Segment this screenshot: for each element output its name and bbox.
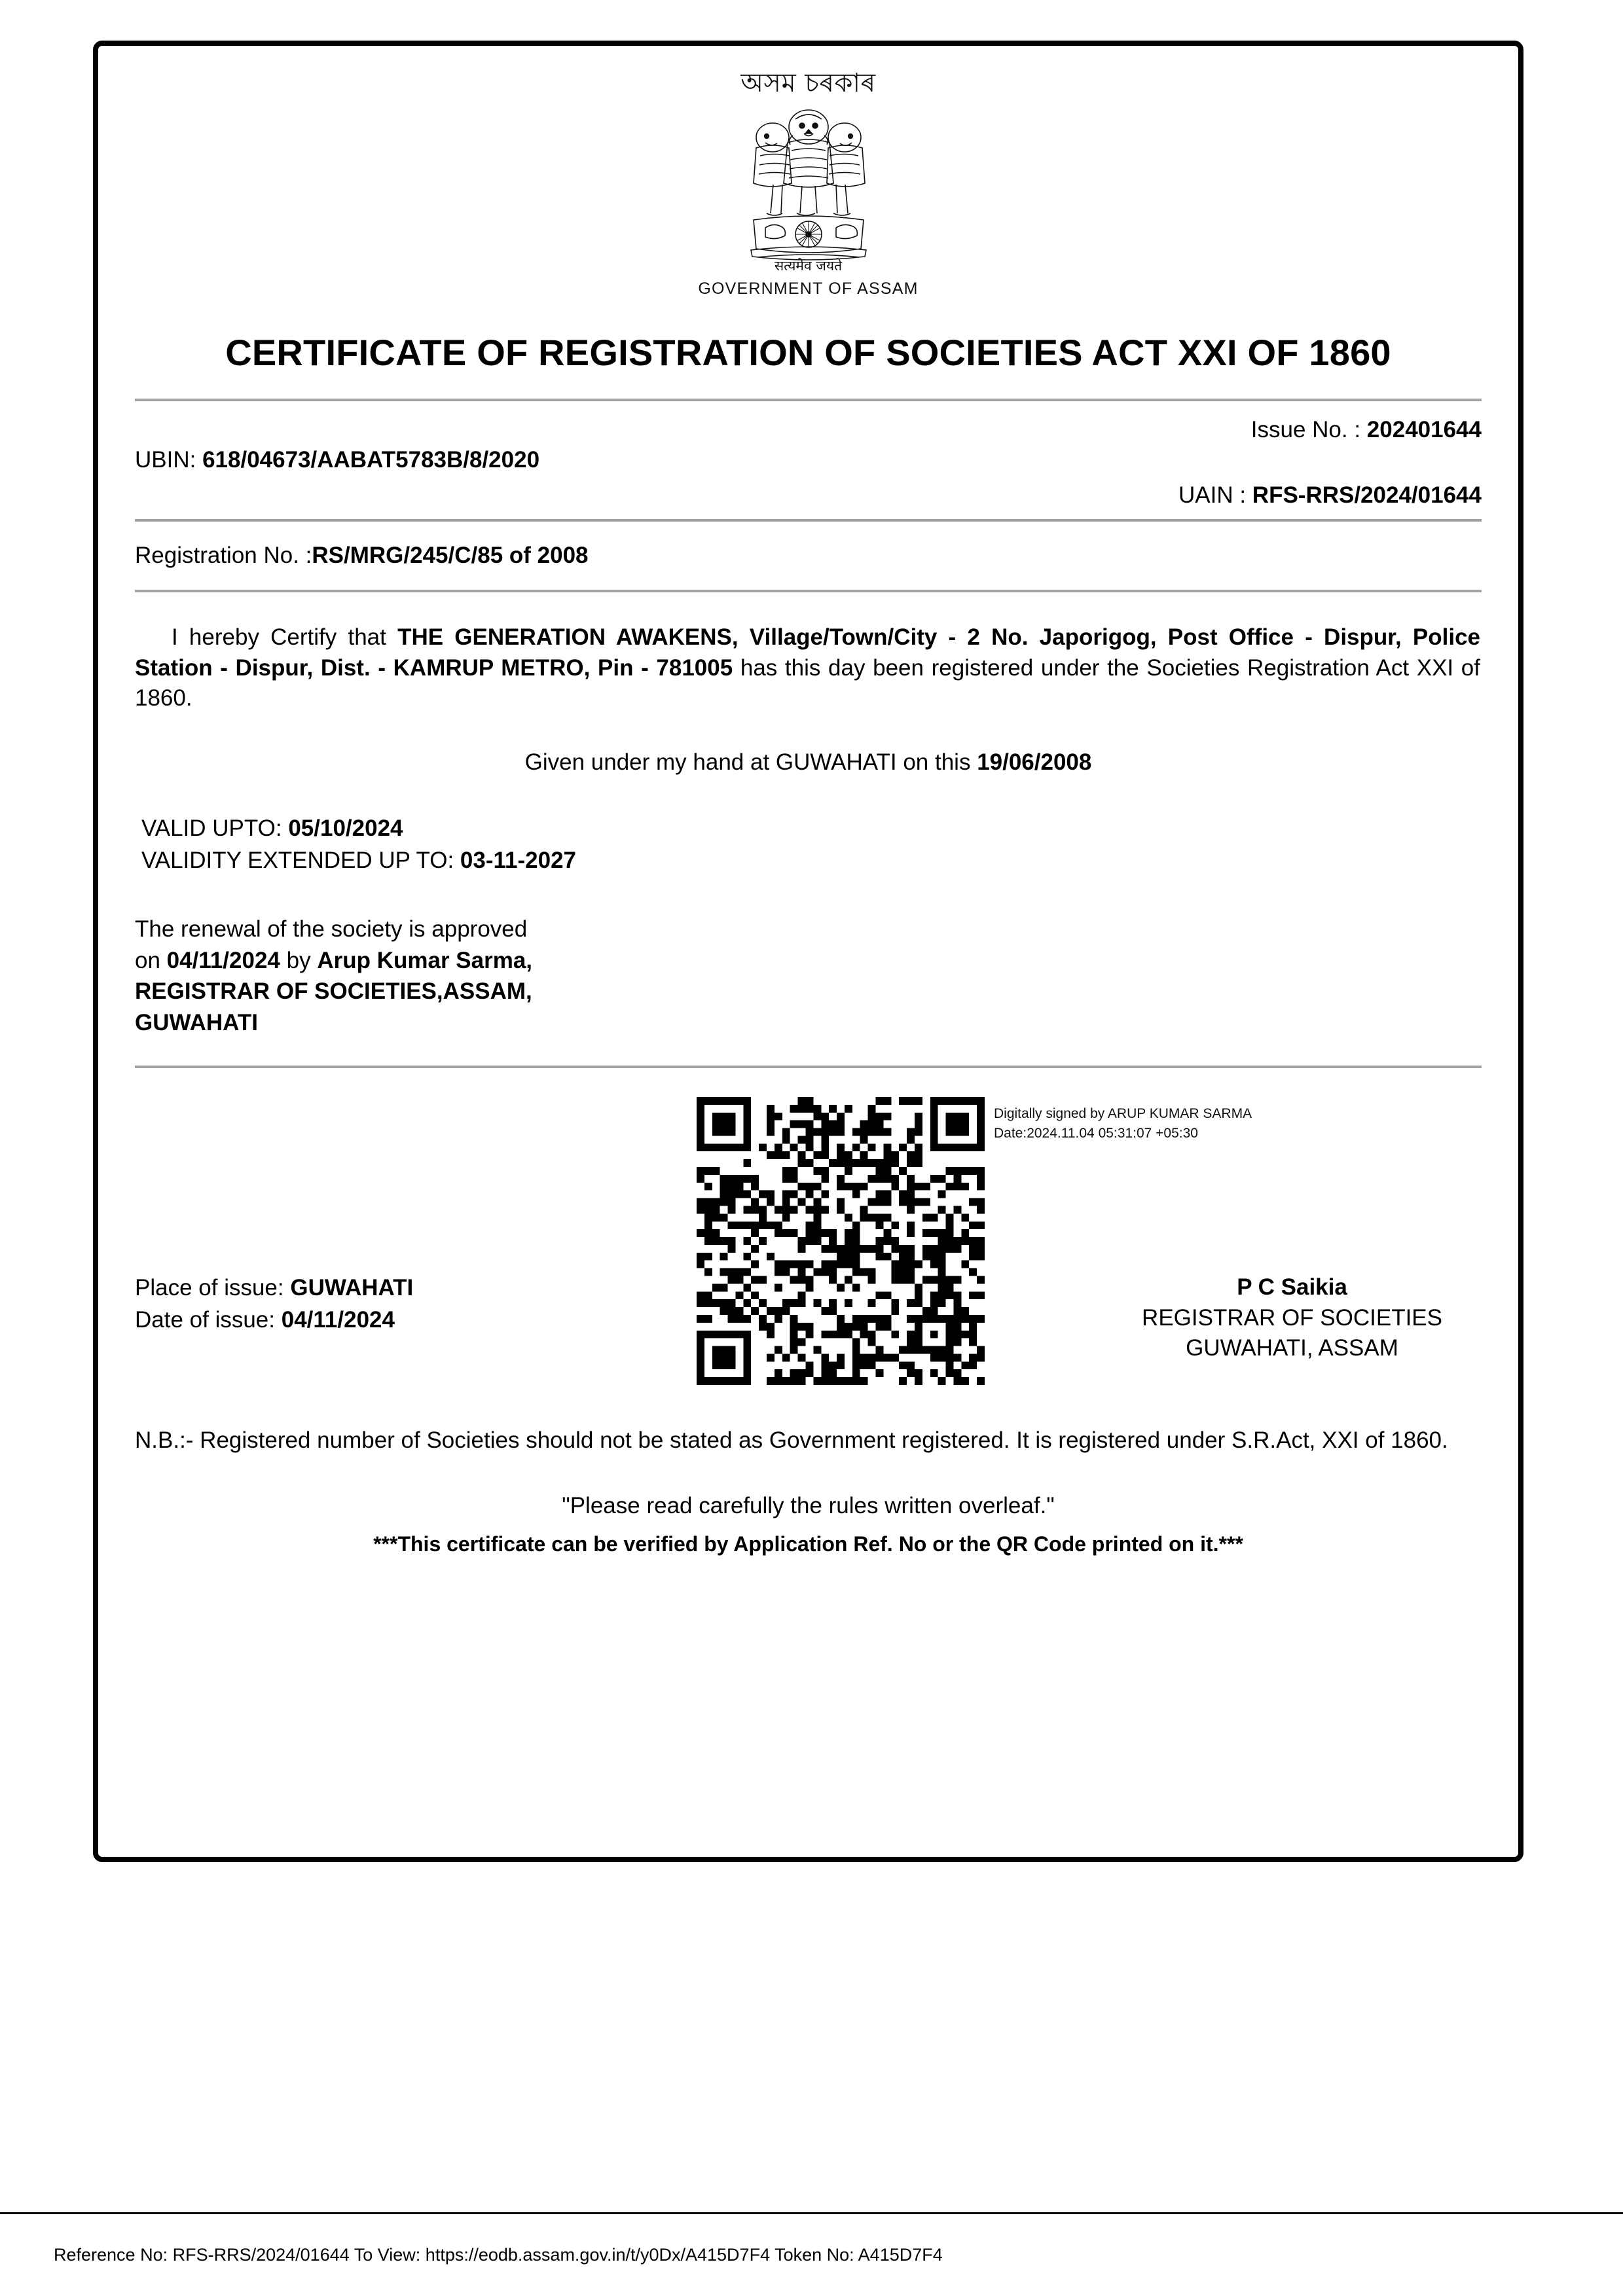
india-state-emblem-lion-capital-icon [710,99,907,263]
satyameva-jayate-motto: सत्यमेव जयते [774,258,843,274]
renewal-by-text: by [280,947,318,973]
certify-suffix: has this day been registered under the Societies Registration Act XXI of 1860. [135,655,1480,711]
valid-upto-line [141,812,1482,845]
place-of-issue-label: Place of issue: [135,1275,291,1301]
given-under-hand-line [135,749,1482,776]
uain-label: UAIN : [1178,482,1252,508]
place-of-issue-line [135,1272,413,1304]
issue-number-value: 202401644 [1366,417,1482,442]
signatory-name: P C Saikia [1237,1274,1347,1300]
issue-details [135,1272,413,1336]
uain-value: RFS-RRS/2024/01644 [1252,482,1482,508]
date-of-issue-line [135,1304,413,1336]
valid-upto-value: 05/10/2024 [288,815,403,841]
nb-note: N.B.:- Registered number of Societies should not be stated as Government registered. It is registered under S.R.Act, XXI of 1860. [135,1427,1448,1454]
qr-code[interactable] [697,1097,985,1385]
identifier-block [135,401,1482,519]
assamese-government-label: অসম চৰকাৰ [740,68,876,98]
registration-number-value: RS/MRG/245/C/85 of 2008 [312,543,589,568]
ubin-value: 618/04673/AABAT5783B/8/2020 [202,447,540,473]
ubin [135,447,539,473]
divider-above-registration [135,519,1482,522]
society-details: THE GENERATION AWAKENS, Village/Town/City - 2 No. Japorigog, Post Office - Dispur, Police Station - Dispur, Dist. - KAMRUP METRO, Pin - 781005 [135,624,1480,681]
signatory-title: REGISTRAR OF SOCIETIES [1142,1304,1442,1331]
validity-extended-value: 03-11-2027 [460,848,577,874]
validity-extended-line [141,844,1482,877]
certify-prefix: I hereby Certify that [172,624,398,650]
digital-signature-text [994,1104,1252,1143]
date-of-issue-label: Date of issue: [135,1306,282,1333]
renewal-on-prefix: on [135,947,167,973]
renewal-approval-block [135,914,1482,1038]
issue-number [1251,417,1482,443]
given-prefix: Given under my hand at GUWAHATI on this [524,749,977,775]
issue-number-label: Issue No. : [1250,417,1367,442]
validity-extended-label: VALIDITY EXTENDED UP TO: [141,848,460,874]
footer-divider [0,2212,1623,2214]
validity-block [135,812,1482,877]
divider-below-registration [135,590,1482,592]
renewal-line-1: The renewal of the society is approved [135,916,528,942]
valid-upto-label: VALID UPTO: [141,815,289,841]
renewal-line-2 [135,945,1482,977]
registration-number [135,522,1482,590]
ubin-label: UBIN: [135,447,203,473]
dsc-date: Date:2024.11.04 05:31:07 +05:30 [994,1126,1198,1141]
dsc-signed-by: Digitally signed by ARUP KUMAR SARMA [994,1106,1252,1122]
certificate-content [98,46,1518,1857]
date-of-issue-value: 04/11/2024 [281,1306,395,1333]
renewal-date: 04/11/2024 [166,947,280,973]
divider-above-signature [135,1066,1482,1068]
qr-code-icon [697,1097,985,1385]
emblem-header [135,46,1482,298]
footer-reference: Reference No: RFS-RRS/2024/01644 To View: https://eodb.assam.gov.in/t/y0Dx/A415D7F4 Token No: A415D7F4 [54,2245,943,2265]
renewal-approver-title: REGISTRAR OF SOCIETIES,ASSAM, [135,978,532,1005]
registration-number-label: Registration No. : [135,543,312,568]
signature-area [135,1076,1482,1397]
renewal-approver-name: Arup Kumar Sarma, [317,947,533,973]
certification-paragraph [135,622,1482,714]
signatory-block [1142,1272,1442,1363]
verification-note: ***This certificate can be verified by Application Ref. No or the QR Code printed on it.*** [373,1532,1243,1556]
overleaf-note: "Please read carefully the rules written overleaf." [562,1493,1055,1519]
uain [1178,482,1482,509]
government-of-assam-label: GOVERNMENT OF ASSAM [698,279,919,298]
page-title: CERTIFICATE OF REGISTRATION OF SOCIETIES ACT XXI OF 1860 [225,332,1391,373]
renewal-approver-place: GUWAHATI [135,1009,258,1035]
given-date: 19/06/2008 [977,749,1092,775]
signatory-place: GUWAHATI, ASSAM [1186,1335,1398,1361]
certificate-frame [93,41,1523,1862]
place-of-issue-value: GUWAHATI [290,1275,414,1301]
